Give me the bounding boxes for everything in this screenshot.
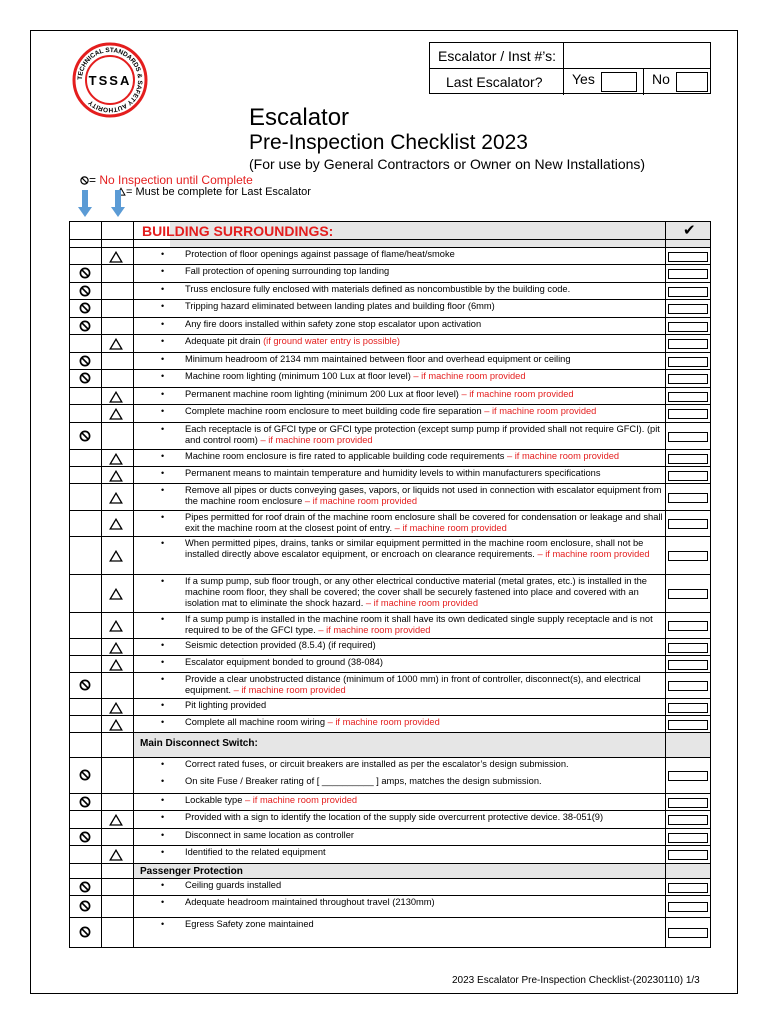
item-checkbox[interactable] bbox=[668, 339, 708, 349]
legend-no-inspection-text: No Inspection until Complete bbox=[99, 173, 253, 187]
triangle-icon bbox=[109, 702, 123, 714]
item-main-text: Permanent machine room lighting (minimum 200 Lux at floor level) bbox=[185, 389, 462, 399]
item-text bbox=[185, 640, 663, 651]
escalator-number-field[interactable] bbox=[564, 43, 710, 68]
item-checkbox[interactable] bbox=[668, 269, 708, 279]
item-checkbox[interactable] bbox=[668, 850, 708, 860]
item-checkbox[interactable] bbox=[668, 681, 708, 691]
item-checkbox[interactable] bbox=[668, 409, 708, 419]
item-conditional-note: (if ground water entry is possible) bbox=[263, 336, 400, 346]
item-main-text: On site Fuse / Breaker rating of [ __________ ] amps, matches the design submission. bbox=[185, 776, 542, 786]
row-divider bbox=[69, 510, 711, 511]
triangle-icon bbox=[109, 659, 123, 671]
row-divider bbox=[69, 672, 711, 673]
row-divider bbox=[69, 483, 711, 484]
item-text bbox=[185, 700, 663, 711]
item-text bbox=[185, 451, 663, 462]
item-conditional-note: – if machine room provided bbox=[233, 684, 346, 695]
row-divider bbox=[69, 369, 711, 370]
item-main-text: Protection of floor openings against passage of flame/heat/smoke bbox=[185, 249, 455, 259]
item-main-text: Pit lighting provided bbox=[185, 700, 267, 710]
item-text bbox=[185, 354, 663, 365]
prohibited-icon bbox=[79, 320, 91, 332]
item-checkbox[interactable] bbox=[668, 322, 708, 332]
row-divider bbox=[69, 466, 711, 467]
prohibited-icon bbox=[79, 430, 91, 442]
item-main-text: Fall protection of opening surrounding top landing bbox=[185, 266, 390, 276]
row-divider bbox=[69, 698, 711, 699]
prohibited-icon bbox=[79, 267, 91, 279]
row-divider bbox=[69, 334, 711, 335]
row-divider bbox=[69, 247, 711, 248]
row-divider bbox=[69, 299, 711, 300]
item-checkbox[interactable] bbox=[668, 374, 708, 384]
item-text bbox=[185, 812, 663, 823]
prohibited-icon bbox=[79, 926, 91, 938]
item-main-text: Disconnect in same location as controller bbox=[185, 830, 354, 840]
row-divider bbox=[69, 715, 711, 716]
bullet-mark: • bbox=[161, 249, 165, 259]
prohibited-icon bbox=[79, 372, 91, 384]
item-conditional-note: – if machine room provided bbox=[365, 597, 479, 608]
prohibited-icon bbox=[79, 831, 91, 843]
bullet-mark: • bbox=[161, 451, 165, 461]
bullet-mark: • bbox=[161, 657, 165, 667]
row-divider bbox=[69, 422, 711, 423]
subsection-title: Passenger Protection bbox=[140, 866, 243, 877]
header-info-box bbox=[429, 42, 711, 94]
triangle-icon bbox=[109, 550, 123, 562]
row-divider bbox=[69, 317, 711, 318]
legend-no-inspection bbox=[80, 173, 253, 187]
bullet-mark: • bbox=[161, 830, 165, 840]
item-main-text: Identified to the related equipment bbox=[185, 847, 326, 857]
item-checkbox[interactable] bbox=[668, 720, 708, 730]
triangle-icon bbox=[109, 620, 123, 632]
legend-last-escalator-text: = Must be complete for Last Escalator bbox=[126, 186, 311, 198]
item-main-text: Each receptacle is of GFCI type or GFCI type protection (except sump pump if provided shall not require GFCI). (pit and control room) bbox=[185, 424, 660, 445]
bullet-mark: • bbox=[161, 674, 165, 684]
item-main-text: If a sump pump, sub floor trough, or any other electrical conductive material (metal grates, etc.) is installed in the machine room floor, they shall be covered; the cover shall be securely fastened into place and covered with an isolation mat to eliminate the shock hazard. bbox=[185, 576, 647, 608]
item-text bbox=[185, 406, 663, 417]
item-main-text: Complete all machine room wiring bbox=[185, 717, 328, 727]
prohibited-icon bbox=[79, 355, 91, 367]
bullet-mark: • bbox=[161, 389, 165, 399]
bullet-mark: • bbox=[161, 301, 165, 311]
bullet-mark: • bbox=[161, 336, 165, 346]
triangle-icon bbox=[109, 588, 123, 600]
row-divider bbox=[69, 845, 711, 846]
logo-ring-text: TECHNICAL STANDARDS & SAFETY AUTHORITY bbox=[76, 46, 144, 114]
item-text bbox=[185, 830, 663, 841]
column-divider bbox=[69, 221, 70, 947]
arrow-down-icon bbox=[111, 190, 125, 218]
row-divider bbox=[69, 655, 711, 656]
item-conditional-note: – if machine room provided bbox=[413, 371, 526, 381]
triangle-icon bbox=[109, 849, 123, 861]
triangle-icon bbox=[109, 391, 123, 403]
bullet-mark: • bbox=[161, 919, 165, 929]
row-divider bbox=[69, 404, 711, 405]
logo-center-text: TSSA bbox=[88, 73, 132, 88]
escalator-row bbox=[430, 43, 710, 69]
item-checkbox[interactable] bbox=[668, 454, 708, 464]
item-checkbox[interactable] bbox=[668, 621, 708, 631]
bullet-mark: • bbox=[161, 266, 165, 276]
no-label: No bbox=[652, 71, 670, 87]
item-main-text: Adequate pit drain bbox=[185, 336, 264, 346]
item-text bbox=[185, 538, 663, 560]
column-divider bbox=[665, 221, 666, 947]
item-text bbox=[185, 284, 663, 295]
item-main-text: Permanent means to maintain temperature and humidity levels to within manufacturers specifications bbox=[185, 468, 601, 478]
item-text bbox=[185, 319, 663, 330]
bullet-mark: • bbox=[161, 880, 165, 890]
item-checkbox[interactable] bbox=[668, 902, 708, 912]
item-text bbox=[185, 776, 663, 787]
prohibited-icon bbox=[79, 900, 91, 912]
item-checkbox[interactable] bbox=[668, 660, 708, 670]
arrow-down-icon bbox=[78, 190, 92, 218]
row-shading bbox=[170, 240, 711, 247]
item-main-text: Ceiling guards installed bbox=[185, 880, 282, 890]
row-divider bbox=[69, 239, 711, 240]
item-text bbox=[185, 717, 663, 728]
row-divider bbox=[69, 638, 711, 639]
page-footer: 2023 Escalator Pre-Inspection Checklist-(20230110) 1/3 bbox=[452, 975, 700, 986]
prohibited-icon bbox=[79, 881, 91, 893]
row-divider bbox=[69, 810, 711, 811]
bullet-mark: • bbox=[161, 485, 165, 495]
item-main-text: Minimum headroom of 2134 mm maintained between floor and overhead equipment or ceiling bbox=[185, 354, 571, 364]
triangle-icon bbox=[109, 719, 123, 731]
item-conditional-note: – if machine room provided bbox=[318, 624, 431, 635]
item-text bbox=[185, 336, 663, 347]
item-main-text: Tripping hazard eliminated between landing plates and building floor (6mm) bbox=[185, 301, 495, 311]
triangle-icon bbox=[109, 453, 123, 465]
item-checkbox[interactable] bbox=[668, 771, 708, 781]
item-text bbox=[185, 897, 663, 908]
item-main-text: When permitted pipes, drains, tanks or similar equipment permitted in the machine room enclosure, shall not be installed directly above escalator equipment, or encroach on clearance requirements. bbox=[185, 538, 644, 559]
bullet-mark: • bbox=[161, 371, 165, 381]
bullet-mark: • bbox=[161, 284, 165, 294]
subsection-title: Main Disconnect Switch: bbox=[140, 738, 258, 749]
item-main-text: Truss enclosure fully enclosed with materials defined as noncombustible by the building code. bbox=[185, 284, 571, 294]
item-main-text: Adequate headroom maintained throughout travel (2130mm) bbox=[185, 897, 435, 907]
no-checkbox[interactable] bbox=[676, 72, 708, 92]
yes-label: Yes bbox=[564, 69, 644, 95]
item-text bbox=[185, 512, 663, 534]
prohibited-icon bbox=[80, 176, 89, 185]
item-checkbox[interactable] bbox=[668, 519, 708, 529]
item-text bbox=[185, 795, 663, 806]
item-main-text: Correct rated fuses, or circuit breakers are installed as per the escalator’s design submission. bbox=[185, 759, 569, 769]
legend-last-escalator bbox=[116, 186, 311, 198]
item-text bbox=[185, 919, 663, 930]
item-conditional-note: – if machine room provided bbox=[304, 495, 418, 506]
item-main-text: Provided with a sign to identify the location of the supply side overcurrent protective device. 38-051(9) bbox=[185, 812, 604, 822]
triangle-icon bbox=[109, 470, 123, 482]
item-text bbox=[185, 614, 663, 636]
last-escalator-row bbox=[430, 69, 710, 95]
item-checkbox[interactable] bbox=[668, 798, 708, 808]
item-checkbox[interactable] bbox=[668, 493, 708, 503]
item-checkbox[interactable] bbox=[668, 287, 708, 297]
item-checkbox[interactable] bbox=[668, 703, 708, 713]
item-text bbox=[185, 249, 663, 260]
row-divider bbox=[69, 917, 711, 918]
triangle-icon bbox=[109, 642, 123, 654]
item-checkbox[interactable] bbox=[668, 304, 708, 314]
item-checkbox[interactable] bbox=[668, 815, 708, 825]
item-text bbox=[185, 847, 663, 858]
prohibited-icon bbox=[79, 679, 91, 691]
bullet-mark: • bbox=[161, 795, 165, 805]
table-top-border bbox=[69, 221, 711, 222]
prohibited-icon bbox=[79, 302, 91, 314]
triangle-icon bbox=[109, 518, 123, 530]
item-text bbox=[185, 880, 663, 891]
bullet-mark: • bbox=[161, 812, 165, 822]
section-title: BUILDING SURROUNDINGS: bbox=[142, 223, 334, 239]
triangle-icon bbox=[109, 492, 123, 504]
item-text bbox=[185, 674, 663, 696]
triangle-icon bbox=[109, 338, 123, 350]
legend-equals: = bbox=[89, 173, 100, 187]
row-divider bbox=[69, 863, 711, 864]
item-text bbox=[185, 759, 663, 770]
prohibited-icon bbox=[79, 769, 91, 781]
tssa-logo bbox=[72, 42, 148, 118]
item-main-text: Any fire doors installed within safety zone stop escalator upon activation bbox=[185, 319, 482, 329]
row-divider bbox=[69, 757, 711, 758]
prohibited-icon bbox=[79, 285, 91, 297]
row-divider bbox=[69, 387, 711, 388]
triangle-icon bbox=[109, 814, 123, 826]
item-checkbox[interactable] bbox=[668, 392, 708, 402]
row-divider bbox=[69, 878, 711, 879]
item-conditional-note: – if machine room provided bbox=[506, 451, 620, 461]
item-text bbox=[185, 389, 663, 400]
item-main-text: Remove all pipes or ducts conveying gases, vapors, or liquids not used in connection with escalator equipment from the machine room enclosure bbox=[185, 485, 662, 506]
row-divider bbox=[69, 449, 711, 450]
bullet-mark: • bbox=[161, 468, 165, 478]
bullet-mark: • bbox=[161, 538, 165, 548]
item-conditional-note: – if machine room provided bbox=[484, 406, 597, 416]
row-divider bbox=[69, 536, 711, 537]
checklist-table bbox=[69, 221, 711, 947]
item-main-text: If a sump pump is installed in the machine room it shall have its own dedicated single supply receptacle and is not required to be of the GFCI type. bbox=[185, 614, 653, 635]
bullet-mark: • bbox=[161, 319, 165, 329]
item-checkbox[interactable] bbox=[668, 551, 708, 561]
item-checkbox[interactable] bbox=[668, 471, 708, 481]
item-main-text: Seismic detection provided (8.5.4) (if required) bbox=[185, 640, 376, 650]
item-checkbox[interactable] bbox=[668, 432, 708, 442]
item-text bbox=[185, 468, 663, 479]
last-escalator-label: Last Escalator? bbox=[430, 69, 564, 95]
item-checkbox[interactable] bbox=[668, 643, 708, 653]
row-divider bbox=[69, 828, 711, 829]
row-divider bbox=[69, 895, 711, 896]
item-checkbox[interactable] bbox=[668, 928, 708, 938]
item-main-text: Complete machine room enclosure to meet building code fire separation bbox=[185, 406, 485, 416]
item-text bbox=[185, 266, 663, 277]
bullet-mark: • bbox=[161, 897, 165, 907]
bullet-mark: • bbox=[161, 354, 165, 364]
row-divider bbox=[69, 264, 711, 265]
bullet-mark: • bbox=[161, 640, 165, 650]
item-text bbox=[185, 657, 663, 668]
item-main-text: Pipes permitted for roof drain of the machine room enclosure shall be covered for condensation or leakage and shall exit the machine room at the closest point of entry. bbox=[185, 512, 663, 533]
item-text bbox=[185, 301, 663, 312]
column-divider bbox=[133, 221, 134, 947]
item-main-text: Egress Safety zone maintained bbox=[185, 919, 314, 929]
item-text bbox=[185, 576, 663, 608]
doc-subtitle: Pre-Inspection Checklist 2023 bbox=[249, 131, 528, 154]
item-checkbox[interactable] bbox=[668, 883, 708, 893]
column-divider bbox=[101, 221, 102, 947]
item-main-text: Machine room enclosure is fire rated to applicable building code requirements bbox=[185, 451, 507, 461]
doc-title: Escalator bbox=[249, 104, 350, 131]
item-text bbox=[185, 485, 663, 507]
table-bottom-border bbox=[69, 947, 711, 948]
bullet-mark: • bbox=[161, 759, 165, 769]
item-conditional-note: – if machine room provided bbox=[537, 548, 650, 559]
triangle-icon bbox=[109, 408, 123, 420]
item-main-text: Lockable type bbox=[185, 795, 245, 805]
checkmark-header: ✔ bbox=[683, 222, 696, 239]
item-conditional-note: – if machine room provided bbox=[327, 717, 440, 727]
item-conditional-note: – if machine room provided bbox=[461, 389, 574, 399]
item-main-text: Escalator equipment bonded to ground (38-084) bbox=[185, 657, 383, 667]
yes-checkbox[interactable] bbox=[601, 72, 637, 92]
bullet-mark: • bbox=[161, 700, 165, 710]
item-checkbox[interactable] bbox=[668, 589, 708, 599]
item-conditional-note: – if machine room provided bbox=[244, 795, 358, 805]
bullet-mark: • bbox=[161, 776, 165, 786]
item-conditional-note: – if machine room provided bbox=[394, 522, 507, 533]
doc-usage-note: (For use by General Contractors or Owner on New Installations) bbox=[249, 156, 646, 172]
bullet-mark: • bbox=[161, 576, 165, 586]
row-divider bbox=[69, 574, 711, 575]
bullet-mark: • bbox=[161, 512, 165, 522]
item-main-text: Machine room lighting (minimum 100 Lux at floor level) bbox=[185, 371, 414, 381]
bullet-mark: • bbox=[161, 424, 165, 434]
row-divider bbox=[69, 732, 711, 733]
row-divider bbox=[69, 352, 711, 353]
item-checkbox[interactable] bbox=[668, 357, 708, 367]
item-main-text: Provide a clear unobstructed distance (minimum of 1000 mm) in front of controller, disconnect(s), and electrical equipment. bbox=[185, 674, 641, 695]
prohibited-icon bbox=[79, 796, 91, 808]
triangle-icon bbox=[109, 251, 123, 263]
row-divider bbox=[69, 793, 711, 794]
bullet-mark: • bbox=[161, 847, 165, 857]
bullet-mark: • bbox=[161, 717, 165, 727]
escalator-label: Escalator / Inst #’s: bbox=[430, 43, 564, 68]
item-text bbox=[185, 424, 663, 446]
row-divider bbox=[69, 612, 711, 613]
item-checkbox[interactable] bbox=[668, 833, 708, 843]
row-divider bbox=[69, 282, 711, 283]
item-text bbox=[185, 371, 663, 382]
bullet-mark: • bbox=[161, 614, 165, 624]
item-conditional-note: – if machine room provided bbox=[260, 434, 373, 445]
column-divider bbox=[710, 221, 711, 947]
bullet-mark: • bbox=[161, 406, 165, 416]
item-checkbox[interactable] bbox=[668, 252, 708, 262]
